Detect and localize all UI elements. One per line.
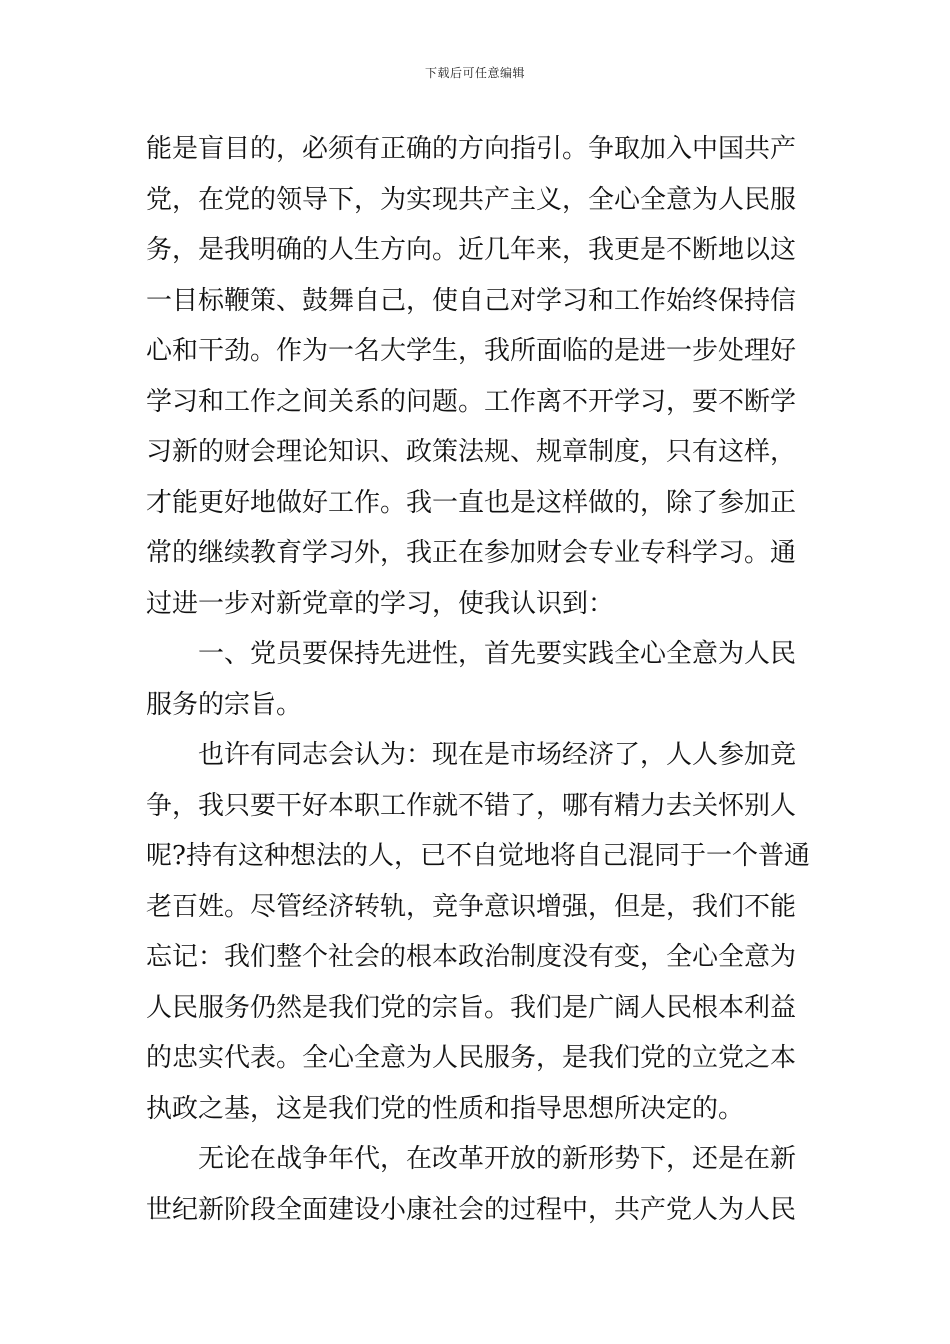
text-line: 一目标鞭策、鼓舞自己，使自己对学习和工作始终保持信 [146,285,797,316]
body-text [146,124,811,1235]
text-line: 常的继续教育学习外，我正在参加财会专业专科学习。通 [146,538,797,568]
text-line: 无论在战争年代，在改革开放的新形势下，还是在新 [198,1144,797,1174]
text-line: 学习和工作之间关系的问题。工作离不开学习，要不断学 [146,386,797,417]
text-line: 心和干劲。作为一名大学生，我所面临的是进一步处理好 [146,336,797,366]
section-heading-line: 一、党员要保持先进性，首先要实践全心全意为人民 [198,639,797,669]
text-line: 能是盲目的，必须有正确的方向指引。争取加入中国共产 [146,134,797,164]
section-heading-line: 服务的宗旨。 [146,689,303,720]
text-line: 执政之基，这是我们党的性质和指导思想所决定的。 [146,1093,745,1124]
text-line: 务，是我明确的人生方向。近几年来，我更是不断地以这 [146,235,797,265]
header-note: 下载后可任意编辑 [424,66,525,80]
text-line: 争，我只要干好本职工作就不错了，哪有精力去关怀别人 [146,790,797,821]
text-line: 的忠实代表。全心全意为人民服务，是我们党的立党之本 [146,1043,797,1073]
text-line: 世纪新阶段全面建设小康社会的过程中，共产党人为人民 [146,1194,797,1225]
text-line: 也许有同志会认为：现在是市场经济了，人人参加竞 [198,740,797,770]
text-line: 忘记：我们整个社会的根本政治制度没有变，全心全意为 [146,942,797,972]
text-line: 人民服务仍然是我们党的宗旨。我们是广阔人民根本利益 [146,992,797,1023]
text-line: 才能更好地做好工作。我一直也是这样做的，除了参加正 [146,487,797,518]
text-line: 党，在党的领导下，为实现共产主义，全心全意为人民服 [146,184,797,215]
text-line: 习新的财会理论知识、政策法规、规章制度，只有这样， [146,437,797,467]
text-line: 呢?持有这种想法的人，已不自觉地将自己混同于一个普通 [146,841,810,871]
text-line: 老百姓。尽管经济转轨，竞争意识增强，但是，我们不能 [146,891,797,922]
text-line: 过进一步对新党章的学习，使我认识到： [146,588,615,619]
